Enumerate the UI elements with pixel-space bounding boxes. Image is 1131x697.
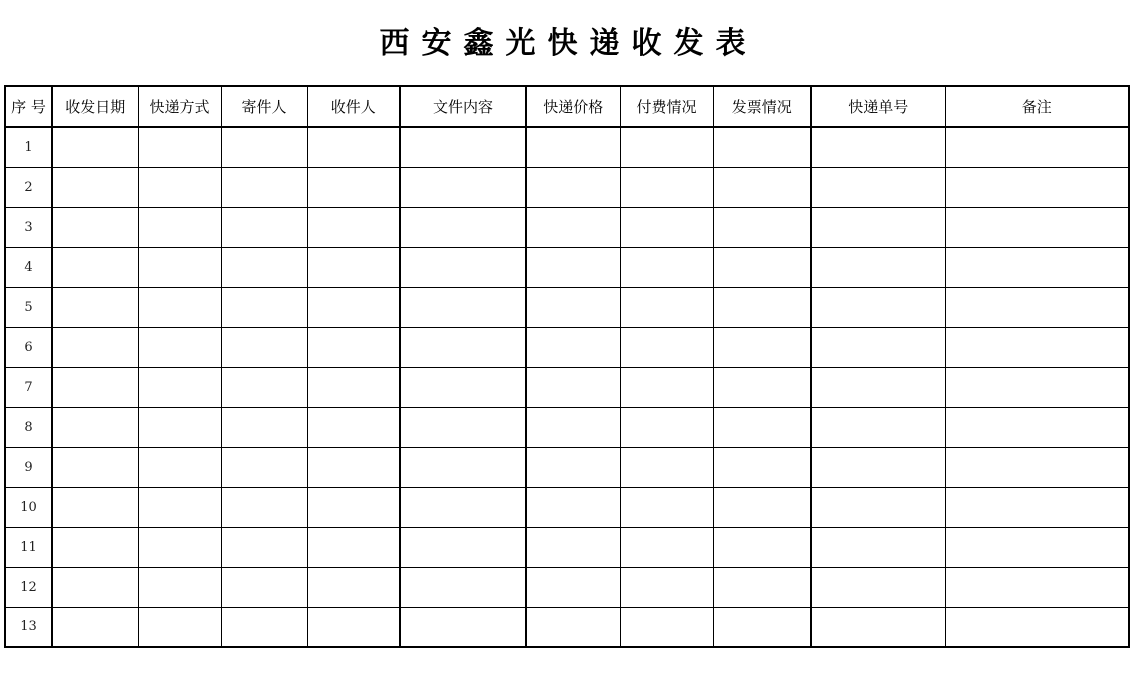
cell-method[interactable] (138, 527, 221, 567)
cell-invoice[interactable] (713, 287, 811, 327)
cell-recipient[interactable] (307, 207, 400, 247)
cell-recipient[interactable] (307, 567, 400, 607)
cell-recipient[interactable] (307, 607, 400, 647)
column-header-sender: 寄件人 (221, 86, 307, 127)
cell-date[interactable] (52, 447, 138, 487)
cell-price[interactable] (526, 207, 620, 247)
table-row (5, 327, 1129, 367)
cell-recipient[interactable] (307, 407, 400, 447)
cell-remarks[interactable] (945, 167, 1129, 207)
cell-sender[interactable] (221, 527, 307, 567)
cell-recipient[interactable] (307, 447, 400, 487)
table-row (5, 207, 1129, 247)
column-header-tracking-number: 快递单号 (811, 86, 945, 127)
cell-date[interactable] (52, 127, 138, 167)
cell-tracking-number[interactable] (811, 447, 945, 487)
cell-price[interactable] (526, 447, 620, 487)
column-header-price: 快递价格 (526, 86, 620, 127)
row-number: 12 (5, 567, 52, 607)
cell-recipient[interactable] (307, 487, 400, 527)
cell-sender[interactable] (221, 487, 307, 527)
column-header-invoice: 发票情况 (713, 86, 811, 127)
cell-remarks[interactable] (945, 487, 1129, 527)
row-number: 8 (5, 407, 52, 447)
cell-sender[interactable] (221, 127, 307, 167)
table-row (5, 407, 1129, 447)
cell-payment[interactable] (620, 247, 713, 287)
table-row (5, 607, 1129, 647)
cell-payment[interactable] (620, 127, 713, 167)
cell-method[interactable] (138, 327, 221, 367)
cell-sender[interactable] (221, 207, 307, 247)
cell-tracking-number[interactable] (811, 367, 945, 407)
cell-date[interactable] (52, 247, 138, 287)
cell-method[interactable] (138, 487, 221, 527)
cell-recipient[interactable] (307, 287, 400, 327)
cell-sender[interactable] (221, 367, 307, 407)
cell-sender[interactable] (221, 567, 307, 607)
cell-contents[interactable] (400, 367, 526, 407)
cell-payment[interactable] (620, 487, 713, 527)
cell-invoice[interactable] (713, 447, 811, 487)
table-row (5, 287, 1129, 327)
table-row (5, 527, 1129, 567)
cell-method[interactable] (138, 287, 221, 327)
row-number: 7 (5, 367, 52, 407)
cell-tracking-number[interactable] (811, 167, 945, 207)
cell-contents[interactable] (400, 287, 526, 327)
cell-method[interactable] (138, 607, 221, 647)
row-number: 11 (5, 527, 52, 567)
cell-sender[interactable] (221, 327, 307, 367)
cell-method[interactable] (138, 567, 221, 607)
cell-tracking-number[interactable] (811, 127, 945, 167)
cell-recipient[interactable] (307, 367, 400, 407)
cell-price[interactable] (526, 287, 620, 327)
cell-price[interactable] (526, 567, 620, 607)
cell-recipient[interactable] (307, 327, 400, 367)
cell-contents[interactable] (400, 447, 526, 487)
cell-payment[interactable] (620, 367, 713, 407)
row-number: 10 (5, 487, 52, 527)
row-number: 6 (5, 327, 52, 367)
cell-remarks[interactable] (945, 287, 1129, 327)
cell-remarks[interactable] (945, 247, 1129, 287)
cell-recipient[interactable] (307, 167, 400, 207)
cell-payment[interactable] (620, 567, 713, 607)
cell-price[interactable] (526, 127, 620, 167)
cell-contents[interactable] (400, 527, 526, 567)
row-number: 13 (5, 607, 52, 647)
cell-remarks[interactable] (945, 127, 1129, 167)
cell-recipient[interactable] (307, 247, 400, 287)
cell-sender[interactable] (221, 287, 307, 327)
cell-remarks[interactable] (945, 447, 1129, 487)
table-header-row (5, 86, 1129, 127)
cell-remarks[interactable] (945, 327, 1129, 367)
table-row (5, 247, 1129, 287)
cell-tracking-number[interactable] (811, 407, 945, 447)
row-number: 1 (5, 127, 52, 167)
cell-invoice[interactable] (713, 367, 811, 407)
row-number: 4 (5, 247, 52, 287)
cell-recipient[interactable] (307, 527, 400, 567)
cell-payment[interactable] (620, 447, 713, 487)
cell-remarks[interactable] (945, 527, 1129, 567)
row-number: 2 (5, 167, 52, 207)
row-number: 3 (5, 207, 52, 247)
cell-date[interactable] (52, 207, 138, 247)
cell-method[interactable] (138, 447, 221, 487)
column-header-contents: 文件内容 (400, 86, 526, 127)
cell-date[interactable] (52, 607, 138, 647)
cell-remarks[interactable] (945, 407, 1129, 447)
cell-contents[interactable] (400, 247, 526, 287)
table-row (5, 447, 1129, 487)
cell-payment[interactable] (620, 287, 713, 327)
cell-price[interactable] (526, 167, 620, 207)
cell-price[interactable] (526, 327, 620, 367)
cell-tracking-number[interactable] (811, 487, 945, 527)
cell-price[interactable] (526, 407, 620, 447)
cell-contents[interactable] (400, 607, 526, 647)
column-header-recipient: 收件人 (307, 86, 400, 127)
column-header-date: 收发日期 (52, 86, 138, 127)
express-log-table (4, 85, 1130, 648)
cell-invoice[interactable] (713, 207, 811, 247)
cell-date[interactable] (52, 167, 138, 207)
cell-invoice[interactable] (713, 487, 811, 527)
table-row (5, 367, 1129, 407)
cell-payment[interactable] (620, 327, 713, 367)
cell-remarks[interactable] (945, 207, 1129, 247)
column-header-method: 快递方式 (138, 86, 221, 127)
cell-price[interactable] (526, 527, 620, 567)
cell-date[interactable] (52, 287, 138, 327)
cell-date[interactable] (52, 527, 138, 567)
cell-tracking-number[interactable] (811, 287, 945, 327)
cell-payment[interactable] (620, 407, 713, 447)
cell-invoice[interactable] (713, 407, 811, 447)
cell-payment[interactable] (620, 207, 713, 247)
cell-contents[interactable] (400, 567, 526, 607)
column-header-remarks: 备注 (945, 86, 1129, 127)
cell-invoice[interactable] (713, 127, 811, 167)
cell-contents[interactable] (400, 167, 526, 207)
row-number: 5 (5, 287, 52, 327)
cell-contents[interactable] (400, 327, 526, 367)
cell-payment[interactable] (620, 527, 713, 567)
table-row (5, 127, 1129, 167)
cell-method[interactable] (138, 167, 221, 207)
document-title: 西安鑫光快递收发表 (379, 26, 758, 61)
cell-tracking-number[interactable] (811, 247, 945, 287)
cell-invoice[interactable] (713, 567, 811, 607)
cell-recipient[interactable] (307, 127, 400, 167)
cell-method[interactable] (138, 127, 221, 167)
cell-remarks[interactable] (945, 367, 1129, 407)
cell-method[interactable] (138, 367, 221, 407)
cell-method[interactable] (138, 247, 221, 287)
cell-invoice[interactable] (713, 167, 811, 207)
cell-tracking-number[interactable] (811, 607, 945, 647)
column-header-payment: 付费情况 (620, 86, 713, 127)
cell-contents[interactable] (400, 127, 526, 167)
cell-contents[interactable] (400, 407, 526, 447)
cell-remarks[interactable] (945, 567, 1129, 607)
cell-price[interactable] (526, 247, 620, 287)
cell-price[interactable] (526, 607, 620, 647)
cell-payment[interactable] (620, 607, 713, 647)
cell-date[interactable] (52, 327, 138, 367)
table-body (5, 127, 1129, 647)
cell-remarks[interactable] (945, 607, 1129, 647)
cell-tracking-number[interactable] (811, 527, 945, 567)
cell-price[interactable] (526, 367, 620, 407)
cell-sender[interactable] (221, 407, 307, 447)
column-header-seq: 序 号 (5, 86, 52, 127)
cell-sender[interactable] (221, 607, 307, 647)
cell-date[interactable] (52, 487, 138, 527)
cell-tracking-number[interactable] (811, 207, 945, 247)
cell-invoice[interactable] (713, 247, 811, 287)
table-row (5, 167, 1129, 207)
cell-invoice[interactable] (713, 327, 811, 367)
cell-invoice[interactable] (713, 527, 811, 567)
cell-tracking-number[interactable] (811, 567, 945, 607)
row-number: 9 (5, 447, 52, 487)
cell-tracking-number[interactable] (811, 327, 945, 367)
table-row (5, 487, 1129, 527)
cell-date[interactable] (52, 567, 138, 607)
cell-method[interactable] (138, 207, 221, 247)
cell-contents[interactable] (400, 207, 526, 247)
cell-price[interactable] (526, 487, 620, 527)
cell-date[interactable] (52, 367, 138, 407)
cell-sender[interactable] (221, 447, 307, 487)
cell-date[interactable] (52, 407, 138, 447)
cell-payment[interactable] (620, 167, 713, 207)
cell-sender[interactable] (221, 247, 307, 287)
table-row (5, 567, 1129, 607)
cell-method[interactable] (138, 407, 221, 447)
cell-invoice[interactable] (713, 607, 811, 647)
cell-sender[interactable] (221, 167, 307, 207)
cell-contents[interactable] (400, 487, 526, 527)
